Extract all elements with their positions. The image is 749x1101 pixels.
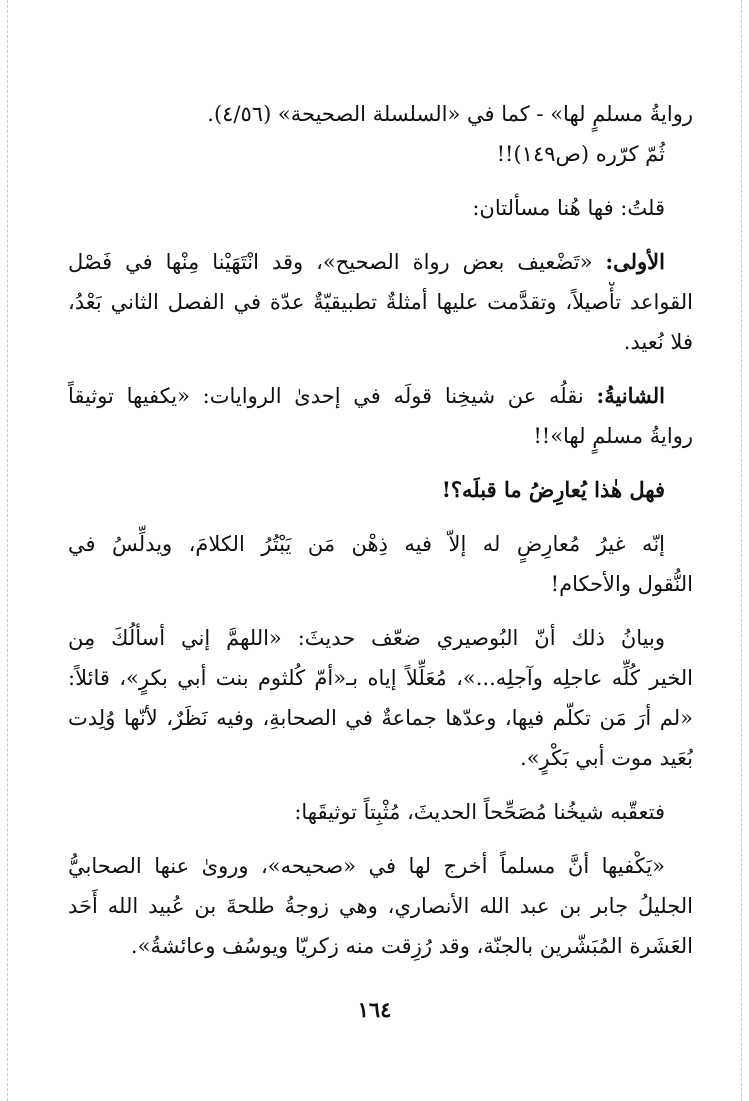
text-line: النُّقول والأحكام!	[550, 572, 693, 596]
text-line	[68, 242, 693, 282]
page-number: ١٦٤	[357, 997, 392, 1022]
text-segment: نقلُه عن شيخِنا قولَه في إحدىٰ الروايات: «يكفيها توثيقاً	[68, 384, 584, 408]
paragraph-1	[68, 94, 693, 134]
page-body	[68, 94, 693, 966]
left-margin-guide	[7, 0, 8, 1101]
paragraph-question	[68, 470, 693, 510]
paragraph-rebuttal-intro	[68, 792, 693, 832]
paragraph-first-issue	[68, 242, 693, 362]
text-line: فهل هٰذا يُعارِضُ ما قبلَه؟!	[441, 477, 665, 502]
text-line: قلتُ: فها هُنا مسألتان:	[472, 196, 665, 220]
text-line: ثُمّ كرّره (ص١٤٩)!!	[496, 142, 665, 166]
first-issue-heading: الأولى:	[605, 249, 665, 274]
text-line: القواعد تأْصيلاً، وتقدَّمت عليها أمثلةٌ تطبيقيّةٌ عدّة في الفصل الثاني بَعْدُ،	[68, 290, 693, 314]
text-line: روايةُ مسلمٍ لها»!!	[533, 424, 693, 448]
text-line: «لم أرَ مَن تكلّم فيها، وعدّها جماعةٌ في الصحابةِ، وفيه نَظَرٌ، لأنّها وُلِدت	[68, 706, 693, 730]
text-line: إنّه غيرُ مُعارِضٍ له إلاّ فيه ذِهْن مَن يَبْتُرُ الكلامَ، ويدلِّسُ في	[68, 532, 665, 556]
text-line: فلا نُعيد.	[623, 330, 693, 354]
paragraph-3	[68, 188, 693, 228]
second-issue-heading: الشانيةُ:	[596, 383, 665, 408]
text-line	[68, 376, 693, 416]
text-line: روايةُ مسلمٍ لها» - كما في «السلسلة الصحيحة» (٤/٥٦).	[207, 102, 693, 126]
paragraph-explanation	[68, 618, 693, 778]
paragraph-second-issue	[68, 376, 693, 456]
right-margin-guide	[741, 0, 742, 1101]
text-line: الجليلُ جابر بن عبد الله الأنصاري، وهي زوجةُ طلحةَ بن عُبيد الله أَحَد	[68, 894, 693, 918]
text-segment: «تَضْعيف بعض رواة الصحيح»، وقد انْتَهَيْنا مِنْها في فَصْل	[68, 250, 593, 274]
paragraph-answer	[68, 524, 693, 604]
paragraph-2	[68, 134, 693, 174]
text-line: فتعقّبه شيخُنا مُصَحِّحاً الحديثَ، مُثْبِتاً توثيقَها:	[294, 800, 665, 824]
text-line: «يَكْفيها أنَّ مسلماً أخرج لها في «صحيحه»، وروىٰ عنها الصحابيُّ	[68, 854, 665, 878]
text-line: الخير كُلِّه عاجلِه وآجلِه...»، مُعَلِّلاً إياه بـ«أمّ كُلثوم بنت أبي بكرٍ»، قائلاً:	[68, 666, 693, 690]
text-line: بُعَيد موت أبي بَكْرٍ».	[520, 746, 693, 770]
text-line: العَشَرة المُبَشّرين بالجنّة، وقد رُزِقت منه زكريّا ويوسُف وعائشةُ».	[130, 934, 693, 958]
text-line: وبيانُ ذلك أنّ البُوصيري ضعّف حديثَ: «اللهمَّ إني أسألُكَ مِن	[68, 626, 665, 650]
paragraph-quotation	[68, 846, 693, 966]
